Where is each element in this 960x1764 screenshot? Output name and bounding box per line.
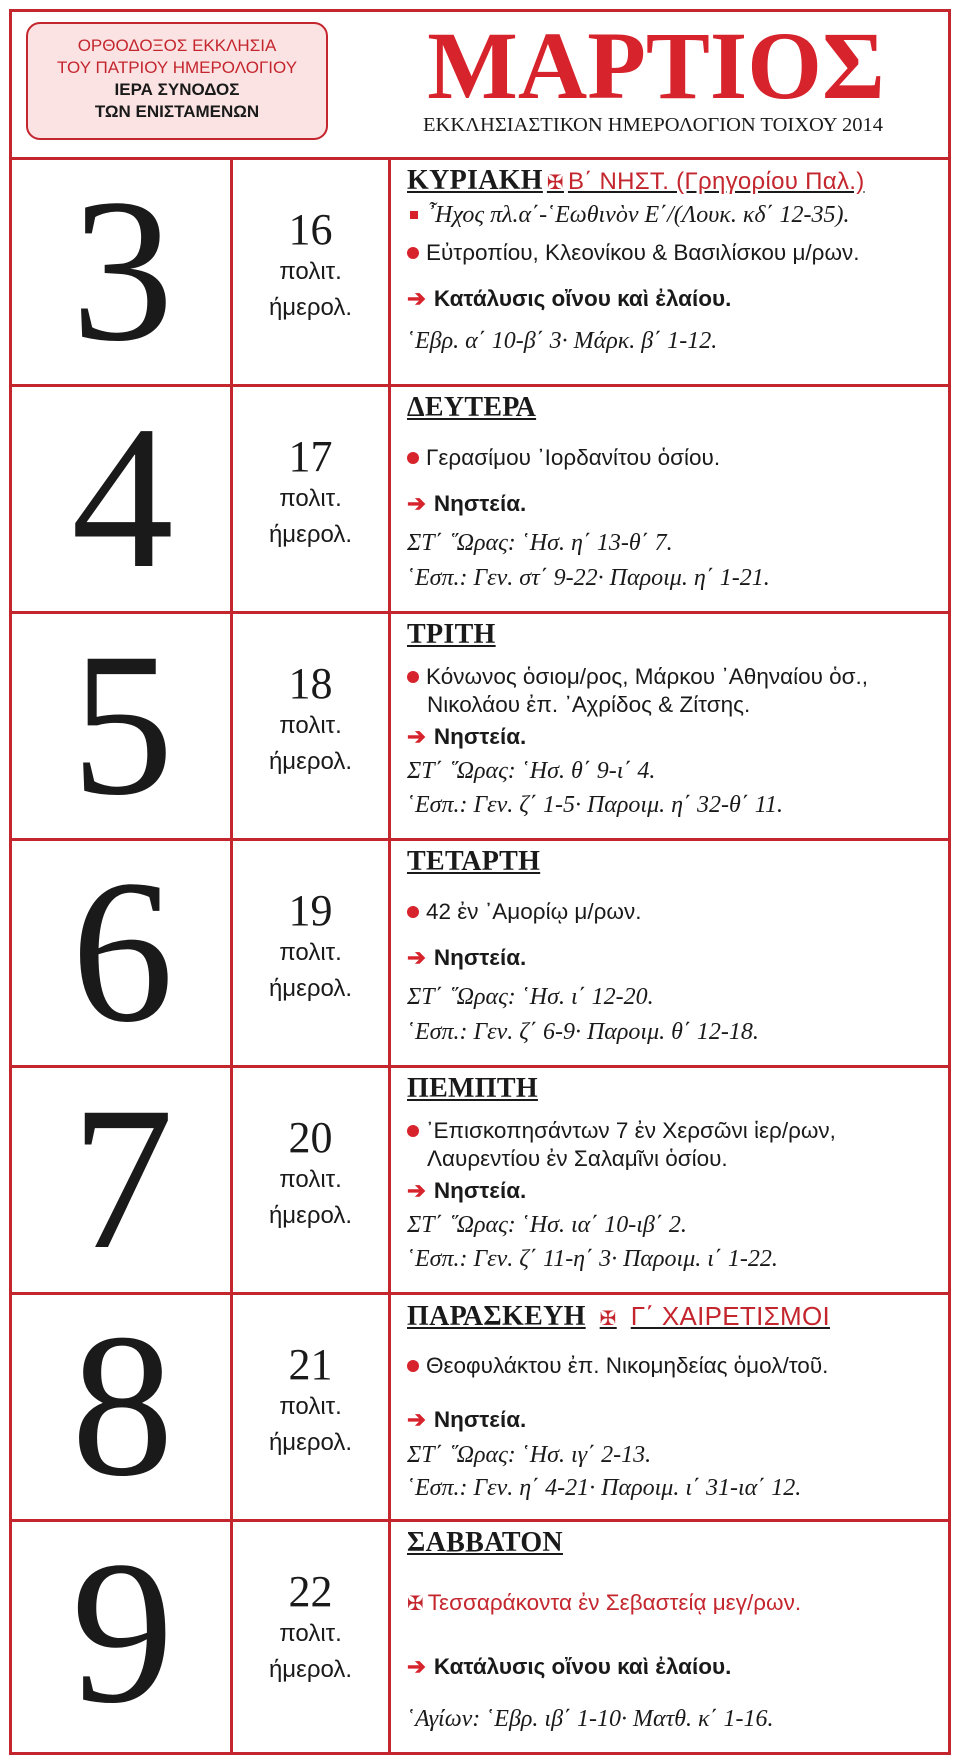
bullet-icon <box>407 1360 419 1372</box>
bullet-icon <box>407 671 419 683</box>
church-name-box <box>26 22 328 140</box>
arrow-icon: ➔ <box>407 1178 426 1203</box>
fasting-line: ➔ Νηστεία. <box>407 724 527 749</box>
day-number: 6 <box>71 838 174 1065</box>
day-row <box>12 611 948 841</box>
day-number: 8 <box>71 1292 174 1519</box>
bullet-icon <box>407 1125 419 1137</box>
day-entries <box>391 1522 948 1752</box>
day-name: ΤΡΙΤΗ <box>407 620 496 650</box>
old-day-number: 19 <box>288 886 333 935</box>
fasting-line: ➔ Νηστεία. <box>407 1178 527 1203</box>
old-day-number: 20 <box>288 1113 333 1162</box>
tone-line: ῏Ηχος πλ.α΄-῾Εωθινὸν Ε΄/(Λουκ. κδ΄ 12-35). <box>407 200 943 230</box>
bullet-icon <box>407 906 419 918</box>
reading-line: ῾Εσπ.: Γεν. ζ΄ 11-η΄ 3· Παροιμ. ι΄ 1-22. <box>407 1246 778 1272</box>
day-entries <box>391 387 948 611</box>
old-day-number: 18 <box>288 659 333 708</box>
old-label-1: πολιτ. <box>279 1393 342 1420</box>
day-entries <box>391 160 948 384</box>
reading-line: ῾Εσπ.: Γεν. ζ΄ 1-5· Παροιμ. η΄ 32-θ΄ 11. <box>407 792 784 818</box>
saints-line: Θεοφυλάκτου ἐπ. Νικομηδείας ὁμολ/τοῦ. <box>407 1351 943 1381</box>
church-line-3: ΙΕΡΑ ΣΥΝΟΔΟΣ <box>114 80 240 99</box>
saints-line: Λαυρεντίου ἐν Σαλαμῖνι ὁσίου. <box>427 1146 728 1171</box>
day-name: ΤΕΤΑΡΤΗ <box>407 847 541 877</box>
old-day-number: 16 <box>288 205 333 254</box>
old-label-2: ήμερολ. <box>268 1656 353 1683</box>
day-name: ΠΑΡΑΣΚΕΥΗ ✠ Γ΄ ΧΑΙΡΕΤΙΣΜΟΙ <box>407 1301 831 1332</box>
old-label-2: ήμερολ. <box>268 1429 353 1456</box>
day-row <box>12 1519 948 1752</box>
day-number: 7 <box>71 1065 174 1292</box>
day-row <box>12 838 948 1068</box>
old-label-2: ήμερολ. <box>268 748 353 775</box>
old-label-2: ήμερολ. <box>268 1202 353 1229</box>
old-day-number: 22 <box>288 1567 333 1616</box>
day-number: 9 <box>71 1519 174 1746</box>
calendar-page <box>9 9 951 1755</box>
fasting-line: ➔ Νηστεία. <box>407 945 527 970</box>
reading-line: ΣΤ΄ ῞Ωρας: ῾Ησ. ι΄ 12-20. <box>407 984 654 1010</box>
reading-line: ΣΤ΄ ῞Ωρας: ῾Ησ. θ΄ 9-ι΄ 4. <box>407 758 656 784</box>
old-calendar-date <box>233 614 391 838</box>
calendar-subtitle: ΕΚΚΛΗΣΙΑΣΤΙΚΟΝ ΗΜΕΡΟΛΟΓΙΟΝ ΤΟΙΧΟΥ 2014 <box>423 114 883 136</box>
day-number: 5 <box>71 611 174 838</box>
reading-line: ῾Εσπ.: Γεν. στ΄ 9-22· Παροιμ. η΄ 1-21. <box>407 565 770 591</box>
day-number: 3 <box>71 157 174 384</box>
church-line-4: ΤΩΝ ΕΝΙΣΤΑΜΕΝΩΝ <box>94 102 260 121</box>
reading-line: ῾Εσπ.: Γεν. η΄ 4-21· Παροιμ. ι΄ 31-ια΄ 12. <box>407 1475 802 1501</box>
feast-title: Γ΄ ΧΑΙΡΕΤΙΣΜΟΙ <box>630 1301 831 1331</box>
old-label-2: ήμερολ. <box>268 294 353 321</box>
fasting-line: ➔ Νηστεία. <box>407 1407 527 1432</box>
square-bullet-icon <box>410 211 418 219</box>
cross-icon: ✠ <box>546 170 564 194</box>
old-label-1: πολιτ. <box>279 1166 342 1193</box>
reading-line: ΣΤ΄ ῞Ωρας: ῾Ησ. ια΄ 10-ιβ΄ 2. <box>407 1212 687 1238</box>
arrow-icon: ➔ <box>407 724 426 749</box>
old-calendar-date <box>233 160 391 384</box>
old-label-2: ήμερολ. <box>268 521 353 548</box>
saints-line: ᾿Επισκοπησάντων 7 ἐν Χερσῶνι ἱερ/ρων, <box>407 1116 943 1146</box>
saints-line: Γερασίμου ᾿Ιορδανίτου ὁσίου. <box>407 443 943 473</box>
arrow-icon: ➔ <box>407 1654 426 1679</box>
day-row <box>12 1292 948 1522</box>
old-label-1: πολιτ. <box>279 712 342 739</box>
old-calendar-date <box>233 1295 391 1519</box>
day-name: ΔΕΥΤΕΡΑ <box>407 393 537 423</box>
saints-line: Κόνωνος ὁσιομ/ρος, Μάρκου ᾿Αθηναίου ὁσ., <box>407 662 943 692</box>
day-entries <box>391 614 948 838</box>
arrow-icon: ➔ <box>407 491 426 516</box>
old-label-1: πολιτ. <box>279 258 342 285</box>
reading-line: ῾Εβρ. α΄ 10-β΄ 3· Μάρκ. β΄ 1-12. <box>407 328 718 354</box>
old-day-number: 17 <box>288 432 333 481</box>
day-name: ΣΑΒΒΑΤΟΝ <box>407 1528 563 1558</box>
feast-line: ✠ Τεσσαράκοντα ἐν Σεβαστείᾳ μεγ/ρων. <box>407 1590 802 1615</box>
month-title: ΜΑΡΤΙΟΣ <box>427 12 885 119</box>
day-row <box>12 157 948 387</box>
day-entries <box>391 841 948 1065</box>
saints-line: Εὐτροπίου, Κλεονίκου & Βασιλίσκου μ/ρων. <box>407 238 943 268</box>
saints-line: 42 ἐν ᾿Αμορίῳ μ/ρων. <box>407 897 943 927</box>
day-name: ΠΕΜΠΤΗ <box>407 1074 538 1104</box>
calendar-header <box>12 12 948 160</box>
fasting-line: ➔ Κατάλυσις οἴνου καὶ ἐλαίου. <box>407 1654 732 1679</box>
old-label-1: πολιτ. <box>279 485 342 512</box>
old-calendar-date <box>233 1522 391 1752</box>
old-label-2: ήμερολ. <box>268 975 353 1002</box>
day-number: 4 <box>71 384 174 611</box>
day-name: ΚΥΡΙΑΚΗ ✠ Β΄ ΝΗΣΤ. (Γρηγορίου Παλ.) <box>407 166 865 196</box>
bullet-icon <box>407 247 419 259</box>
arrow-icon: ➔ <box>407 286 426 311</box>
reading-line: ΣΤ΄ ῞Ωρας: ῾Ησ. ιγ΄ 2-13. <box>407 1442 652 1468</box>
old-calendar-date <box>233 387 391 611</box>
arrow-icon: ➔ <box>407 945 426 970</box>
bullet-icon <box>407 452 419 464</box>
old-calendar-date <box>233 1068 391 1292</box>
sunday-title: Β΄ ΝΗΣΤ. (Γρηγορίου Παλ.) <box>567 168 865 195</box>
cross-icon: ✠ <box>599 1306 617 1330</box>
old-label-1: πολιτ. <box>279 939 342 966</box>
reading-line: ΣΤ΄ ῞Ωρας: ῾Ησ. η΄ 13-θ΄ 7. <box>407 530 673 556</box>
church-line-1: ΟΡΘΟΔΟΞΟΣ ΕΚΚΛΗΣΙΑ <box>77 36 277 55</box>
old-day-number: 21 <box>288 1340 333 1389</box>
day-row <box>12 1065 948 1295</box>
saints-line: Νικολάου ἐπ. ᾿Αχρίδος & Ζίτσης. <box>427 692 751 717</box>
arrow-icon: ➔ <box>407 1407 426 1432</box>
fasting-line: ➔ Νηστεία. <box>407 491 527 516</box>
fasting-line: ➔ Κατάλυσις οἴνου καὶ ἐλαίου. <box>407 286 732 311</box>
day-row <box>12 384 948 614</box>
church-line-2: ΤΟΥ ΠΑΤΡΙΟΥ ΗΜΕΡΟΛΟΓΙΟΥ <box>56 58 298 77</box>
day-entries <box>391 1295 948 1519</box>
reading-line: ῾Εσπ.: Γεν. ζ΄ 6-9· Παροιμ. θ΄ 12-18. <box>407 1019 759 1045</box>
reading-line: ῾Αγίων: ῾Εβρ. ιβ΄ 1-10· Ματθ. κ΄ 1-16. <box>407 1706 774 1732</box>
day-entries <box>391 1068 948 1292</box>
old-calendar-date <box>233 841 391 1065</box>
old-label-1: πολιτ. <box>279 1620 342 1647</box>
cross-icon: ✠ <box>407 1591 424 1615</box>
